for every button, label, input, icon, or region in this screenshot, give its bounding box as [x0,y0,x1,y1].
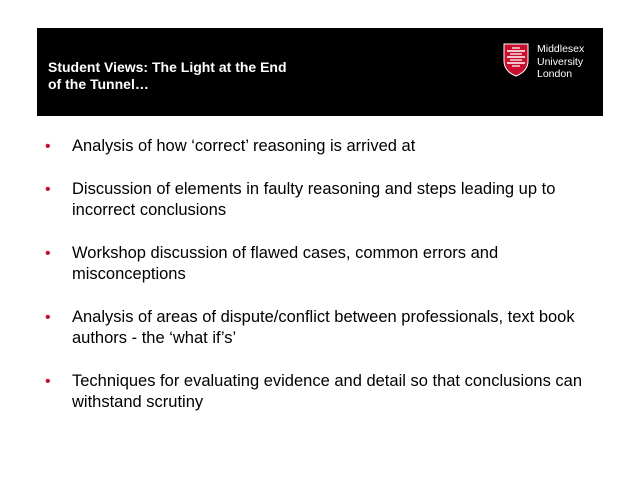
slide-title: Student Views: The Light at the End of the Tunnel… [48,59,287,92]
bullet-list [45,136,605,435]
bullet-item [45,243,605,285]
bullet-item [45,371,605,413]
logo-line-2: University [537,55,584,68]
bullet-item [45,179,605,221]
bullet-marker-icon: • [45,373,51,390]
shield-crest-icon [503,43,529,77]
bullet-marker-icon: • [45,138,51,155]
university-logo [503,43,599,89]
bullet-marker-icon: • [45,245,51,262]
bullet-text: Discussion of elements in faulty reasoning and steps leading up to incorrect conclusions [72,180,556,219]
bullet-text: Analysis of areas of dispute/conflict between professionals, text book authors - the ‘what if’s’ [72,308,575,347]
logo-line-1: Middlesex [537,43,585,55]
bullet-item [45,136,605,157]
bullet-item [45,307,605,349]
bullet-text: Techniques for evaluating evidence and detail so that conclusions can withstand scrutiny [72,372,583,411]
logo-line-3: London [537,68,573,80]
title-banner [37,28,603,116]
university-name [537,43,584,81]
bullet-text: Analysis of how ‘correct’ reasoning is arrived at [72,137,416,155]
bullet-marker-icon: • [45,309,51,326]
bullet-text: Workshop discussion of flawed cases, common errors and misconceptions [72,244,499,283]
bullet-marker-icon: • [45,181,51,198]
